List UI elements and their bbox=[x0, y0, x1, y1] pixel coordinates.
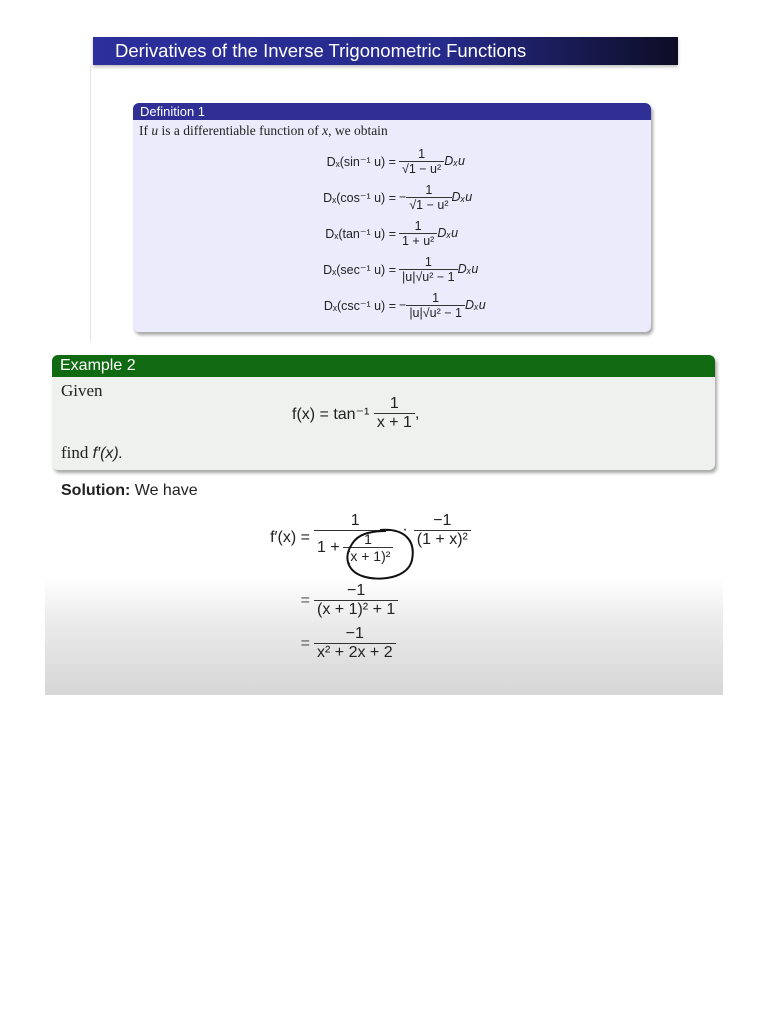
formula-row bbox=[133, 251, 651, 287]
definition-header: Definition 1 bbox=[133, 103, 651, 120]
slide-title: Derivatives of the Inverse Trigonometric Functions bbox=[93, 37, 678, 65]
numerator: 1 bbox=[350, 512, 360, 529]
multiply-dot: · bbox=[402, 521, 408, 538]
numerator: 1 bbox=[418, 146, 426, 161]
solution-label: Solution: bbox=[61, 482, 131, 499]
formula-row bbox=[133, 179, 651, 215]
denominator: (x + 1)² + 1 bbox=[314, 600, 398, 619]
denominator: √1 − u² bbox=[399, 161, 444, 176]
formula-row bbox=[133, 287, 651, 323]
denominator-prefix: 1 + bbox=[317, 538, 340, 556]
fraction bbox=[399, 147, 444, 176]
given-text: Given bbox=[61, 381, 103, 400]
numerator: 1 bbox=[364, 531, 372, 547]
formula-tail: Dₓu bbox=[437, 226, 459, 240]
definition-block bbox=[133, 103, 651, 332]
solution-text: We have bbox=[134, 482, 198, 499]
numerator: −1 bbox=[433, 511, 452, 529]
denominator: √1 − u² bbox=[406, 197, 451, 212]
fraction bbox=[374, 395, 415, 432]
fraction bbox=[406, 183, 451, 212]
function-lhs: f(x) = tan⁻¹ bbox=[292, 405, 370, 423]
denominator: |u|√u² − 1 bbox=[399, 269, 458, 284]
example-header: Example 2 bbox=[52, 355, 715, 377]
intro-var: u bbox=[151, 123, 159, 138]
intro-text: If bbox=[139, 123, 152, 138]
fraction bbox=[414, 512, 471, 549]
numerator: 1 bbox=[425, 182, 433, 197]
formula-sign: − bbox=[399, 190, 407, 204]
solution-line-2 bbox=[284, 582, 398, 619]
fraction bbox=[399, 219, 437, 248]
numerator: 1 bbox=[414, 218, 422, 233]
fraction bbox=[314, 625, 396, 662]
formula-tail: Dₓu bbox=[464, 298, 486, 312]
fraction bbox=[314, 582, 398, 619]
formula-tail: Dₓu bbox=[451, 190, 473, 204]
equals-sign: = bbox=[300, 591, 310, 609]
numerator: 1 bbox=[432, 290, 440, 305]
formula-lhs: Dₓ(sec⁻¹ u) = bbox=[323, 262, 396, 277]
solution-line-3 bbox=[284, 625, 396, 662]
derivative-lhs: f′(x) = bbox=[270, 529, 310, 546]
intro-text: is a differentiable function of bbox=[158, 123, 323, 138]
numerator: 1 bbox=[389, 395, 399, 412]
find-label: find bbox=[61, 443, 89, 462]
formula-row bbox=[133, 215, 651, 251]
formula-row bbox=[133, 143, 651, 179]
intro-text: , we obtain bbox=[328, 123, 388, 138]
formula-tail: Dₓu bbox=[444, 154, 465, 168]
find-expression: f′(x). bbox=[92, 445, 124, 462]
denominator: |u|√u² − 1 bbox=[406, 305, 465, 320]
intro-var: x bbox=[322, 123, 329, 138]
function-definition bbox=[292, 395, 419, 432]
find-text bbox=[61, 443, 123, 463]
page-edge-line bbox=[90, 66, 91, 341]
formula-lhs: Dₓ(sin⁻¹ u) = bbox=[326, 154, 396, 169]
fraction bbox=[399, 255, 458, 284]
denominator: (1 + x)² bbox=[414, 530, 471, 549]
equals-sign: = bbox=[300, 634, 310, 652]
denominator: x + 1 bbox=[374, 413, 415, 432]
formula-tail: Dₓu bbox=[457, 262, 479, 276]
numerator: −1 bbox=[345, 625, 364, 642]
denominator: 1 + u² bbox=[399, 233, 437, 248]
formula-sign: − bbox=[399, 298, 407, 312]
formula-list bbox=[133, 143, 651, 323]
denominator: x² + 2x + 2 bbox=[314, 643, 396, 662]
solution-intro bbox=[61, 482, 198, 500]
formula-lhs: Dₓ(csc⁻¹ u) = bbox=[323, 298, 396, 313]
numerator: −1 bbox=[347, 582, 366, 599]
numerator: 1 bbox=[424, 254, 432, 269]
formula-lhs: Dₓ(tan⁻¹ u) = bbox=[325, 226, 396, 241]
comma: , bbox=[414, 404, 420, 422]
denominator: (x + 1)² bbox=[343, 547, 394, 564]
fraction bbox=[406, 291, 465, 320]
formula-lhs: Dₓ(cos⁻¹ u) = bbox=[323, 190, 396, 205]
definition-intro bbox=[133, 120, 651, 139]
hand-drawn-circle-annotation bbox=[340, 526, 420, 582]
example-block bbox=[52, 355, 715, 470]
